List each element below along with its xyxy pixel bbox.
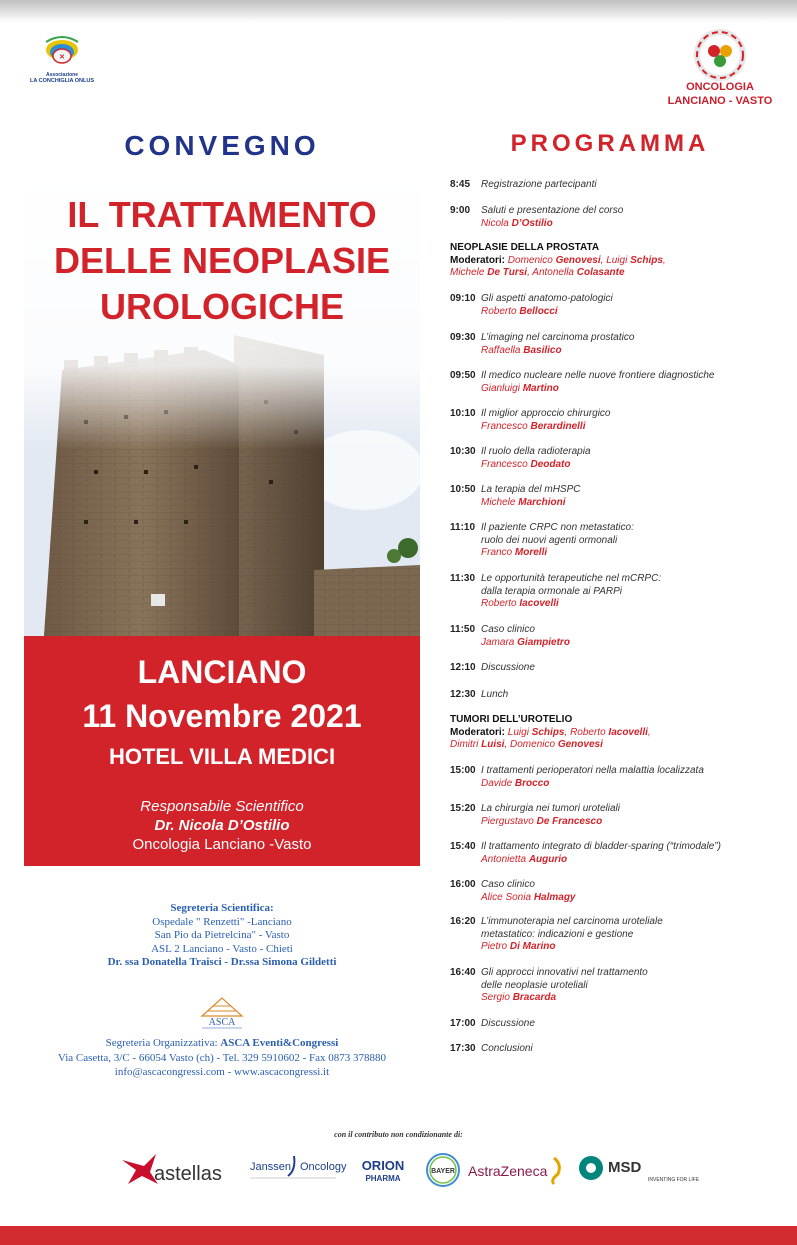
item-speaker: Franco Morelli: [481, 547, 548, 558]
segsci-line: Ospedale " Renzetti" -Lanciano: [152, 915, 292, 928]
svg-text:astellas: astellas: [154, 1163, 222, 1185]
item-speaker: Davide Brocco: [481, 777, 550, 789]
segorg-contacts: info@ascacongressi.com - www.ascacongressi.it: [114, 1066, 330, 1078]
responsabile-unit: Oncologia Lanciano -Vasto: [132, 836, 312, 853]
session-title: NEOPLASIE DELLA PROSTATA: [450, 242, 600, 253]
segorg-name: ASCA Eventi&Congressi: [220, 1037, 339, 1049]
event-city: LANCIANO: [137, 654, 307, 690]
asca-logo-text: ASCA: [208, 1017, 236, 1028]
program-item: 09:50 Il medico nucleare nelle nuove frontiere diagnostiche Gianluigi Martino: [450, 370, 770, 395]
asca-logo: [194, 996, 250, 1032]
svg-text:ORION: ORION: [361, 1158, 405, 1173]
session-moderators-2: Michele De Tursi, Antonella Colasante: [450, 267, 625, 278]
program-item: 09:10 Gli aspetti anatomo-patologici Roberto Bellocci: [450, 293, 770, 318]
segreteria-organizzativa: [24, 1036, 420, 1080]
svg-text:Janssen: Janssen: [250, 1161, 291, 1173]
shell-icon: [40, 32, 84, 72]
program-item: [450, 179, 770, 192]
program-item: 16:40 Gli approcci innovativi nel trattamento delle neoplasie uroteliali Sergio Bracarda: [450, 967, 770, 1005]
program-item: 09:30 L’imaging nel carcinoma prostatico Raffaella Basilico: [450, 332, 770, 357]
program-item: 16:20 L’immunoterapia nel carcinoma uroteliale metastatico: indicazioni e gestione Pietro Di Marino: [450, 916, 770, 954]
msd-logo: [576, 1150, 700, 1190]
program-item: 11:10 Il paziente CRPC non metastatico: ruolo dei nuovi agenti ormonali Franco Morelli: [450, 522, 770, 560]
logo-left-line2: LA CONCHIGLIA ONLUS: [29, 78, 95, 84]
segsci-line: ASL 2 Lanciano - Vasto - Chieti: [151, 942, 293, 955]
svg-text:AstraZeneca: AstraZeneca: [468, 1163, 548, 1179]
astrazeneca-logo: [468, 1150, 568, 1190]
program-item: 11:30 Le opportunità terapeutiche nel mCRPC: dalla terapia ormonale ai PARPi Roberto Iacovelli: [450, 573, 770, 611]
event-date: 11 Novembre 2021: [82, 698, 362, 734]
item-speaker: Francesco Berardinelli: [481, 420, 586, 432]
session-header: [450, 714, 770, 752]
logo-right-line2: LANCIANO - VASTO: [667, 95, 773, 107]
triskelion-icon: [695, 30, 745, 80]
program-item: 17:00 Discussione: [450, 1018, 535, 1029]
svg-text:✕: ✕: [59, 54, 65, 61]
sponsor-logos: [118, 1150, 698, 1190]
programma-heading: PROGRAMMA: [510, 130, 710, 157]
item-time: 8:45: [450, 179, 471, 190]
program-item: 10:30 Il ruolo della radioterapia Francesco Deodato: [450, 446, 770, 471]
hero-panel: [24, 170, 420, 636]
segreteria-scientifica: [24, 902, 420, 970]
item-speaker: Pietro Di Marino: [481, 941, 556, 952]
program-item: 10:50 La terapia del mHSPC Michele Marchioni: [450, 484, 770, 509]
janssen-logo: [248, 1150, 347, 1190]
program-item: 11:50 Caso clinico Jamara Giampietro: [450, 624, 770, 649]
convegno-heading: CONVEGNO: [124, 130, 320, 161]
title-line-1: IL TRATTAMENTO: [67, 194, 377, 235]
svg-text:Oncology: Oncology: [300, 1161, 347, 1173]
program-item: 15:40 Il trattamento integrato di bladder-sparing (“trimodale”) Antonietta Augurio: [450, 841, 770, 866]
program-item: 12:10 Discussione: [450, 662, 535, 673]
astellas-logo: [118, 1150, 238, 1190]
title-line-2: DELLE NEOPLASIE: [53, 240, 391, 281]
segorg-address: Via Casetta, 3/C - 66054 Vasto (ch) - Tel. 329 5910602 - Fax 0873 378880: [57, 1051, 387, 1064]
svg-text:INVENTING FOR LIFE: INVENTING FOR LIFE: [648, 1177, 700, 1183]
logo-right-line1: ONCOLOGIA: [686, 81, 754, 93]
logo-left-line1: Associazione: [46, 72, 78, 78]
svg-text:PHARMA: PHARMA: [365, 1174, 401, 1183]
svg-text:BAYER: BAYER: [431, 1168, 455, 1175]
bayer-logo: [423, 1150, 463, 1190]
responsabile-label: Responsabile Scientifico: [140, 798, 304, 815]
orion-pharma-logo: [353, 1150, 413, 1190]
session-moderators-2: Dimitri Luisi, Domenico Genovesi: [450, 739, 603, 750]
event-info-box: [24, 636, 420, 866]
program-item: 15:00 I trattamenti perioperatori nella malattia localizzata Davide Brocco: [450, 765, 770, 790]
segorg-label: Segreteria Organizzativa:: [105, 1037, 221, 1049]
program-item: 10:10 Il miglior approccio chirurgico Francesco Berardinelli: [450, 408, 770, 433]
item-speaker: Sergio Bracarda: [481, 992, 557, 1003]
item-time: 9:00: [450, 205, 471, 216]
item-speaker: Nicola D’Ostilio: [481, 217, 553, 229]
item-speaker: Alice Sonia Halmagy: [481, 891, 576, 903]
item-speaker: Michele Marchioni: [481, 496, 566, 508]
svg-text:MSD: MSD: [608, 1159, 642, 1176]
event-venue: HOTEL VILLA MEDICI: [108, 744, 336, 769]
session-header: [450, 242, 770, 280]
item-speaker: Raffaella Basilico: [481, 344, 562, 356]
item-speaker: Antonietta Augurio: [481, 853, 568, 865]
oncologia-logo: [660, 30, 780, 108]
program-item: 16:00 Caso clinico Alice Sonia Halmagy: [450, 879, 770, 904]
session-moderators: Moderatori: Luigi Schips, Roberto Iacovelli,: [450, 726, 651, 738]
session-title: TUMORI DELL’UROTELIO: [450, 714, 573, 725]
segsci-heading: Segreteria Scientifica:: [170, 902, 274, 914]
program-item: 17:30 Conclusioni: [450, 1043, 533, 1054]
session-moderators: Moderatori: Domenico Genovesi, Luigi Schips,: [450, 254, 666, 266]
item-speaker: Gianluigi Martino: [481, 382, 559, 394]
program-item: 15:20 La chirurgia nei tumori uroteliali Piergustavo De Francesco: [450, 803, 770, 828]
bottom-red-bar: [0, 1226, 797, 1245]
program-item: 12:30 Lunch: [450, 689, 509, 700]
top-gradient-bar: [0, 0, 797, 22]
sponsor-caption: con il contributo non condizionante di:: [334, 1130, 463, 1139]
item-speaker: Jamara Giampietro: [481, 636, 570, 648]
item-speaker: Francesco Deodato: [481, 458, 571, 470]
segsci-names: Dr. ssa Donatella Traisci - Dr.ssa Simona Gildetti: [107, 956, 337, 968]
title-line-3: UROLOGICHE: [99, 286, 344, 327]
item-desc: Saluti e presentazione del corso: [481, 205, 624, 216]
item-speaker: Roberto Bellocci: [481, 305, 558, 317]
item-speaker: Roberto Iacovelli: [481, 598, 559, 609]
conchiglia-logo: [22, 32, 102, 84]
program-item: [450, 205, 770, 230]
event-title: [24, 192, 420, 330]
responsabile-name: Dr. Nicola D’Ostilio: [154, 817, 290, 834]
item-desc: Registrazione partecipanti: [481, 179, 597, 190]
item-speaker: Piergustavo De Francesco: [481, 815, 603, 827]
segsci-line: San Pio da Pietrelcina" - Vasto: [154, 929, 290, 941]
